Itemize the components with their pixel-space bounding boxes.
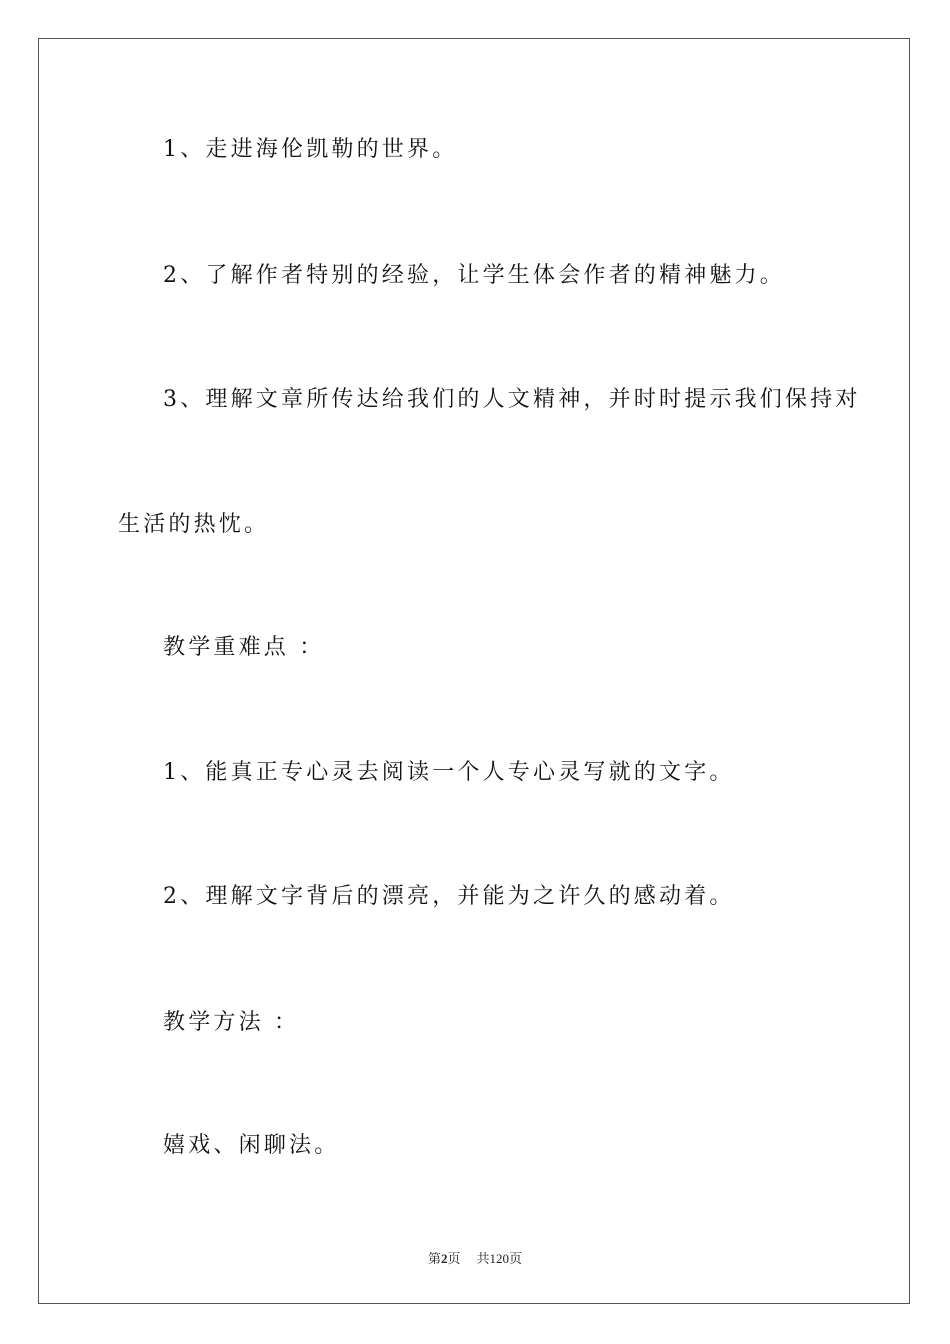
page-footer xyxy=(0,1248,950,1267)
footer-total-suffix: 页 xyxy=(509,1251,523,1266)
footer-page-number: 2 xyxy=(440,1251,448,1266)
footer-page-suffix: 页 xyxy=(447,1251,461,1266)
paragraph-goal-1: 1、走进海伦凯勒的世界。 xyxy=(163,137,458,162)
footer-total-pages: 120 xyxy=(489,1251,510,1266)
footer-page-prefix: 第 xyxy=(427,1251,441,1266)
paragraph-goal-2: 2、了解作者特别的经验，让学生体会作者的精神魅力。 xyxy=(163,263,785,288)
heading-key-points: 教学重难点 ： xyxy=(163,635,325,660)
page-frame xyxy=(38,38,910,1304)
paragraph-goal-3-continued: 生活的热忱。 xyxy=(118,512,270,537)
paragraph-key-point-1: 1、能真正专心灵去阅读一个人专心灵写就的文字。 xyxy=(163,760,735,785)
paragraph-goal-3: 3、理解文章所传达给我们的人文精神，并时时提示我们保持对 xyxy=(163,387,861,412)
heading-teaching-method: 教学方法 ： xyxy=(163,1010,300,1035)
paragraph-teaching-method: 嬉戏、闲聊法。 xyxy=(163,1133,340,1158)
paragraph-key-point-2: 2、理解文字背后的漂亮，并能为之许久的感动着。 xyxy=(163,884,735,909)
footer-total-prefix: 共 xyxy=(476,1251,490,1266)
